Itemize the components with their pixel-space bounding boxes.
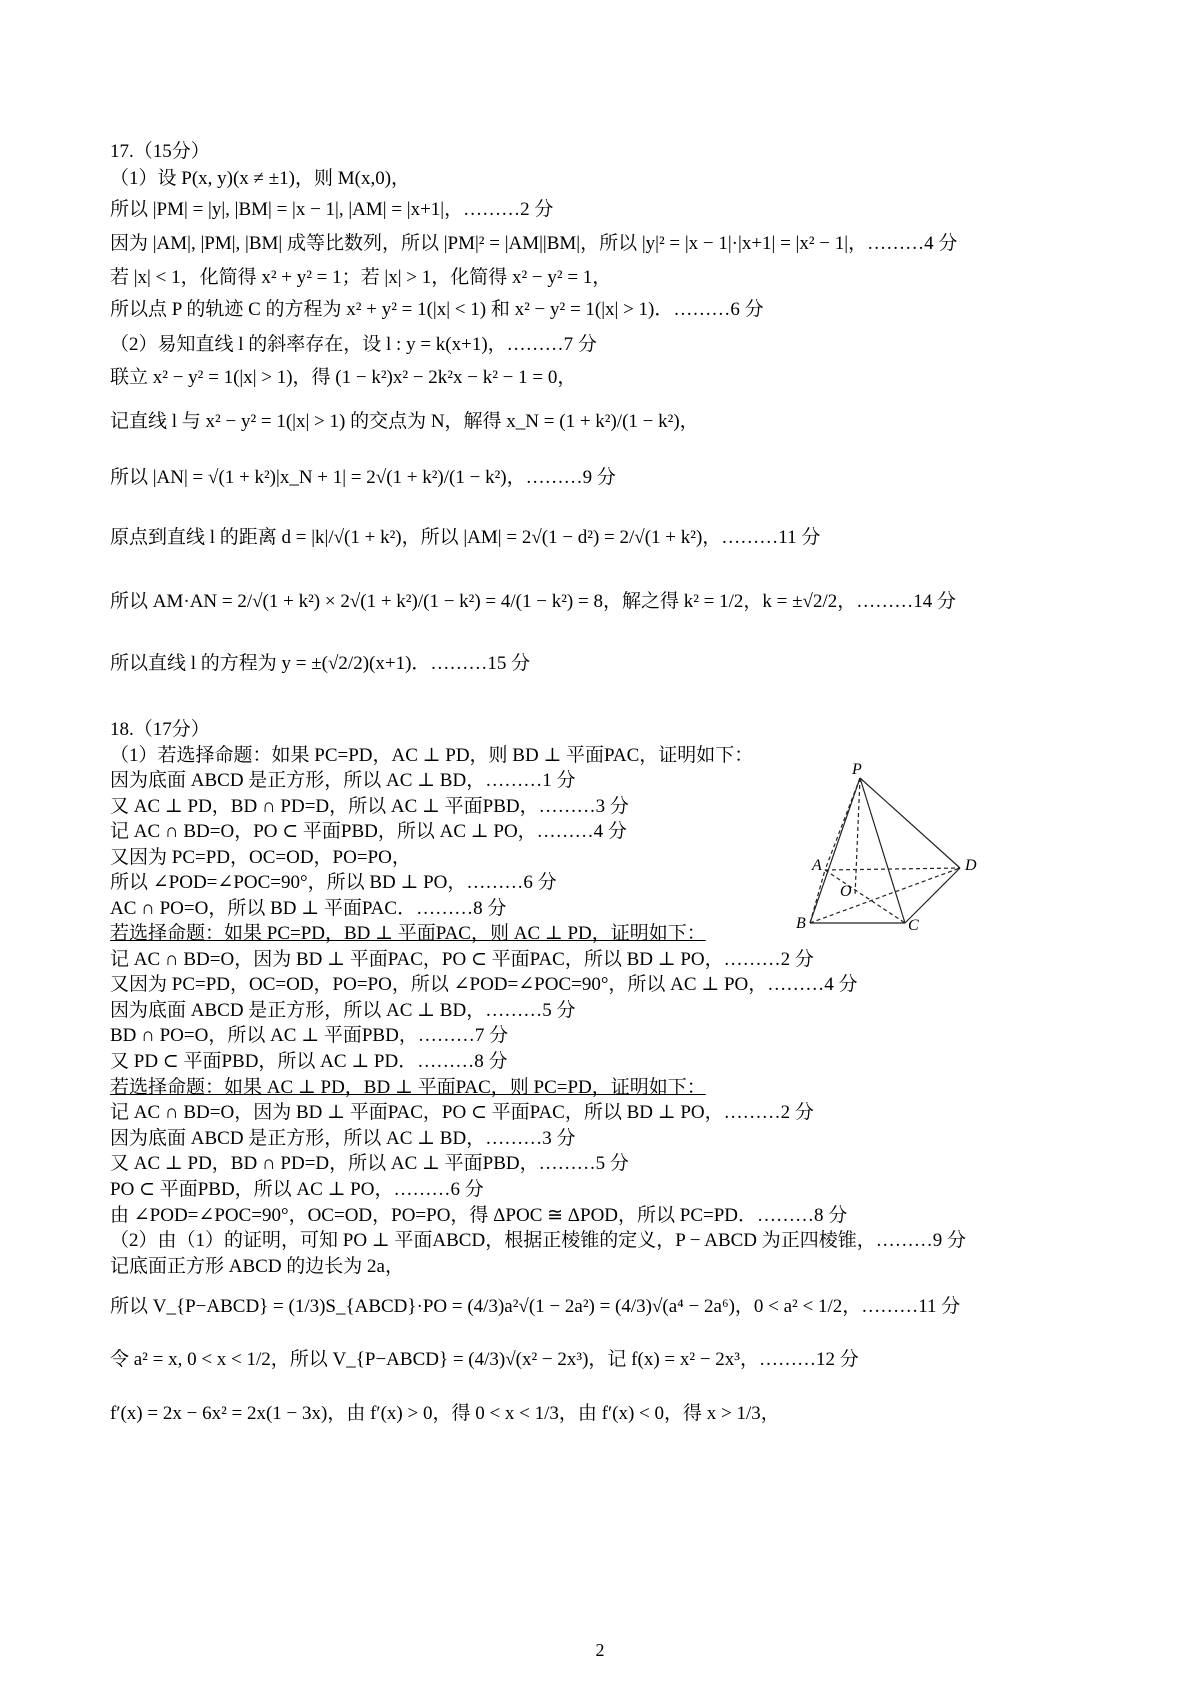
problem-18-line: 所以 V_{P−ABCD} = (1/3)S_{ABCD}·PO = (4/3)a²√(1 − 2a²) = (4/3)√(a⁴ − 2a⁶)，0 < a² < 1/2，………11 分 [110,1296,961,1317]
problem-17-line: 所以 AM·AN = 2/√(1 + k²) × 2√(1 + k²)/(1 − k²) = 4/(1 − k²) = 8，解之得 k² = 1/2，k = ±√2/2，………14 分 [110,591,956,612]
problem-17-title: 17.（15分） [110,141,210,162]
vertex-label-d: D [965,857,977,874]
problem-17-line: 原点到直线 l 的距离 d = |k|/√(1 + k²)，所以 |AM| = 2√(1 − d²) = 2/√(1 + k²)，………11 分 [110,527,821,548]
problem-18-line: 记 AC ∩ BD=O，因为 BD ⊥ 平面PAC，PO ⊂ 平面PAC，所以 BD ⊥ PO，………2 分 [110,949,814,970]
problem-17-line: 因为 |AM|, |PM|, |BM| 成等比数列，所以 |PM|² = |AM||BM|，所以 |y|² = |x − 1|·|x+1| = |x² − 1|，………4 分 [110,233,958,254]
problem-18-line: BD ∩ PO=O，所以 AC ⊥ 平面PBD，………7 分 [110,1025,509,1046]
vertex-label-a: A [812,857,822,874]
problem-18-line: 记 AC ∩ BD=O，因为 BD ⊥ 平面PAC，PO ⊂ 平面PAC，所以 BD ⊥ PO，………2 分 [110,1102,814,1123]
problem-18-line: （2）由（1）的证明，可知 PO ⊥ 平面ABCD，根据正棱锥的定义，P − ABCD 为正四棱锥，………9 分 [110,1230,967,1251]
problem-17-line: 记直线 l 与 x² − y² = 1(|x| > 1) 的交点为 N，解得 x_N = (1 + k²)/(1 − k²)， [110,411,699,432]
vertex-label-o: O [840,883,852,900]
problem-18-title: 18.（17分） [110,719,210,740]
problem-18-line: 因为底面 ABCD 是正方形，所以 AC ⊥ BD，………1 分 [110,770,576,791]
problem-17-line: （2）易知直线 l 的斜率存在，设 l : y = k(x+1)，………7 分 [110,334,597,355]
page-number: 2 [595,1640,605,1660]
pyramid-figure [796,761,1080,1018]
vertex-label-c: C [908,917,919,934]
problem-17-line: 所以点 P 的轨迹 C 的方程为 x² + y² = 1(|x| < 1) 和 x² − y² = 1(|x| > 1)．………6 分 [110,299,764,320]
problem-18-line: 又 AC ⊥ PD，BD ∩ PD=D，所以 AC ⊥ 平面PBD，………3 分 [110,796,629,817]
problem-17-line: 若 |x| < 1，化简得 x² + y² = 1；若 |x| > 1，化简得 x² − y² = 1， [110,267,612,288]
problem-17-line: 所以 |PM| = |y|, |BM| = |x − 1|, |AM| = |x+1|，………2 分 [110,199,554,220]
problem-18-line: 若选择命题：如果 PC=PD，BD ⊥ 平面PAC，则 AC ⊥ PD，证明如下： [110,923,706,944]
problem-18-line: 由 ∠POD=∠POC=90°，OC=OD，PO=PO，得 ΔPOC ≅ ΔPOD，所以 PC=PD．………8 分 [110,1205,848,1226]
problem-18-line: AC ∩ PO=O，所以 BD ⊥ 平面PAC．………8 分 [110,898,507,919]
problem-18-line: 又 PD ⊂ 平面PBD，所以 AC ⊥ PD．………8 分 [110,1051,508,1072]
problem-18-line: 又因为 PC=PD，OC=OD，PO=PO， [110,847,411,868]
problem-17-line: 联立 x² − y² = 1(|x| > 1)，得 (1 − k²)x² − 2k²x − k² − 1 = 0， [110,367,577,388]
problem-18-line: （1）若选择命题：如果 PC=PD，AC ⊥ PD，则 BD ⊥ 平面PAC，证明如下： [110,745,754,766]
problem-18-line: 因为底面 ABCD 是正方形，所以 AC ⊥ BD，………3 分 [110,1128,576,1149]
problem-17-line: 所以 |AN| = √(1 + k²)|x_N + 1| = 2√(1 + k²)/(1 − k²)，………9 分 [110,467,616,488]
problem-18-line: f′(x) = 2x − 6x² = 2x(1 − 3x)，由 f′(x) > 0，得 0 < x < 1/3，由 f′(x) < 0，得 x > 1/3， [110,1403,780,1424]
problem-18-line: 记底面正方形 ABCD 的边长为 2a， [110,1256,404,1277]
problem-18-line: 所以 ∠POD=∠POC=90°，所以 BD ⊥ PO，………6 分 [110,872,557,893]
problem-17-line: 所以直线 l 的方程为 y = ±(√2/2)(x+1)．………15 分 [110,653,531,674]
problem-18-line: 令 a² = x, 0 < x < 1/2，所以 V_{P−ABCD} = (4/3)√(x² − 2x³)，记 f(x) = x² − 2x³，………12 分 [110,1349,859,1370]
vertex-label-p: P [852,761,862,778]
problem-18-line: 因为底面 ABCD 是正方形，所以 AC ⊥ BD，………5 分 [110,1000,576,1021]
problem-18-line: PO ⊂ 平面PBD，所以 AC ⊥ PO，………6 分 [110,1179,484,1200]
problem-17-line: （1）设 P(x, y)(x ≠ ±1)，则 M(x,0)， [110,168,411,189]
vertex-label-b: B [796,915,806,932]
problem-18-line: 若选择命题：如果 AC ⊥ PD，BD ⊥ 平面PAC，则 PC=PD，证明如下： [110,1077,706,1098]
problem-18-line: 记 AC ∩ BD=O，PO ⊂ 平面PBD，所以 AC ⊥ PO，………4 分 [110,821,627,842]
problem-18-line: 又因为 PC=PD，OC=OD，PO=PO，所以 ∠POD=∠POC=90°，所以 AC ⊥ PO，………4 分 [110,974,858,995]
problem-18-line: 又 AC ⊥ PD，BD ∩ PD=D，所以 AC ⊥ 平面PBD，………5 分 [110,1153,629,1174]
